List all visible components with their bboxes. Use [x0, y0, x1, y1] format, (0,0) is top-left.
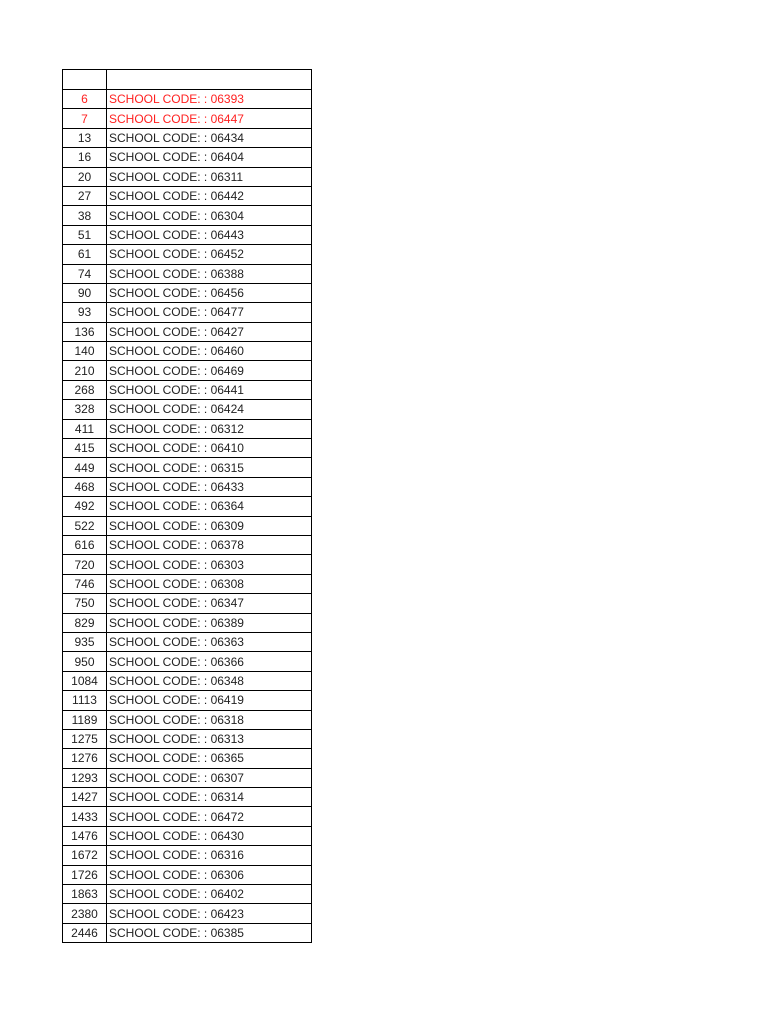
- school-code-cell[interactable]: SCHOOL CODE: : 06388: [107, 264, 312, 283]
- school-code-cell[interactable]: SCHOOL CODE: : 06347: [107, 594, 312, 613]
- table-row: [63, 632, 312, 651]
- row-number-cell[interactable]: 1433: [63, 807, 107, 826]
- table-row: [63, 807, 312, 826]
- row-number-cell[interactable]: 20: [63, 167, 107, 186]
- row-number-cell[interactable]: 268: [63, 380, 107, 399]
- table-row: [63, 400, 312, 419]
- table-row: [63, 380, 312, 399]
- table-row: [63, 671, 312, 690]
- school-code-cell[interactable]: SCHOOL CODE: : 06447: [107, 109, 312, 128]
- table-row: [63, 361, 312, 380]
- row-number-cell[interactable]: 6: [63, 90, 107, 109]
- table-row: [63, 186, 312, 205]
- row-number-cell[interactable]: 1476: [63, 826, 107, 845]
- table-row: [63, 109, 312, 128]
- school-code-cell[interactable]: SCHOOL CODE: : 06378: [107, 535, 312, 554]
- row-number-cell[interactable]: 1189: [63, 710, 107, 729]
- school-code-cell[interactable]: SCHOOL CODE: : 06423: [107, 904, 312, 923]
- table-row: [63, 206, 312, 225]
- row-number-cell[interactable]: 720: [63, 555, 107, 574]
- school-code-cell[interactable]: SCHOOL CODE: : 06312: [107, 419, 312, 438]
- school-code-cell[interactable]: SCHOOL CODE: : 06434: [107, 128, 312, 147]
- row-number-cell[interactable]: 1293: [63, 768, 107, 787]
- row-number-cell[interactable]: 411: [63, 419, 107, 438]
- row-number-cell[interactable]: 90: [63, 283, 107, 302]
- row-number-cell[interactable]: 328: [63, 400, 107, 419]
- table-row: [63, 691, 312, 710]
- row-number-cell[interactable]: 1726: [63, 865, 107, 884]
- table-row: [63, 710, 312, 729]
- row-number-cell[interactable]: 2446: [63, 923, 107, 942]
- school-code-cell[interactable]: SCHOOL CODE: : 06460: [107, 342, 312, 361]
- row-number-cell[interactable]: 1275: [63, 729, 107, 748]
- table-row: [63, 594, 312, 613]
- table-row: [63, 245, 312, 264]
- table-row: [63, 826, 312, 845]
- row-number-cell[interactable]: 2380: [63, 904, 107, 923]
- table-row: [63, 477, 312, 496]
- table-row: [63, 458, 312, 477]
- school-code-cell[interactable]: SCHOOL CODE: : 06365: [107, 749, 312, 768]
- row-number-cell[interactable]: 61: [63, 245, 107, 264]
- school-code-cell[interactable]: SCHOOL CODE: : 06433: [107, 477, 312, 496]
- row-number-cell[interactable]: 950: [63, 652, 107, 671]
- school-code-cell[interactable]: SCHOOL CODE: : 06389: [107, 613, 312, 632]
- row-number-cell[interactable]: 1084: [63, 671, 107, 690]
- school-code-cell[interactable]: SCHOOL CODE: : 06307: [107, 768, 312, 787]
- header-cell-school-code[interactable]: [107, 70, 312, 90]
- row-number-cell[interactable]: 746: [63, 574, 107, 593]
- table-body: [63, 70, 312, 943]
- table-row: [63, 516, 312, 535]
- row-number-cell[interactable]: 210: [63, 361, 107, 380]
- school-code-cell[interactable]: SCHOOL CODE: : 06318: [107, 710, 312, 729]
- row-number-cell[interactable]: 935: [63, 632, 107, 651]
- row-number-cell[interactable]: 1863: [63, 885, 107, 904]
- school-code-cell[interactable]: SCHOOL CODE: : 06410: [107, 439, 312, 458]
- row-number-cell[interactable]: 492: [63, 497, 107, 516]
- school-code-cell[interactable]: SCHOOL CODE: : 06348: [107, 671, 312, 690]
- school-code-cell[interactable]: SCHOOL CODE: : 06441: [107, 380, 312, 399]
- table-row: [63, 749, 312, 768]
- row-number-cell[interactable]: 616: [63, 535, 107, 554]
- school-code-cell[interactable]: SCHOOL CODE: : 06316: [107, 846, 312, 865]
- school-code-cell[interactable]: SCHOOL CODE: : 06472: [107, 807, 312, 826]
- table-row: [63, 322, 312, 341]
- row-number-cell[interactable]: 1672: [63, 846, 107, 865]
- row-number-cell[interactable]: 1276: [63, 749, 107, 768]
- table-row: [63, 885, 312, 904]
- table-row: [63, 535, 312, 554]
- table-row: [63, 148, 312, 167]
- school-code-cell[interactable]: SCHOOL CODE: : 06311: [107, 167, 312, 186]
- row-number-cell[interactable]: 829: [63, 613, 107, 632]
- row-number-cell[interactable]: 136: [63, 322, 107, 341]
- table-row: [63, 225, 312, 244]
- row-number-cell[interactable]: 38: [63, 206, 107, 225]
- school-code-cell[interactable]: SCHOOL CODE: : 06469: [107, 361, 312, 380]
- school-code-cell[interactable]: SCHOOL CODE: : 06308: [107, 574, 312, 593]
- school-code-cell[interactable]: SCHOOL CODE: : 06385: [107, 923, 312, 942]
- school-code-cell[interactable]: SCHOOL CODE: : 06315: [107, 458, 312, 477]
- table-row: [63, 865, 312, 884]
- school-code-cell[interactable]: SCHOOL CODE: : 06424: [107, 400, 312, 419]
- table-header-row: [63, 70, 312, 90]
- school-code-cell[interactable]: SCHOOL CODE: : 06314: [107, 788, 312, 807]
- row-number-cell[interactable]: 27: [63, 186, 107, 205]
- school-code-table: [62, 69, 312, 943]
- table-row: [63, 574, 312, 593]
- table-row: [63, 923, 312, 942]
- school-code-cell[interactable]: SCHOOL CODE: : 06442: [107, 186, 312, 205]
- table-row: [63, 283, 312, 302]
- row-number-cell[interactable]: 13: [63, 128, 107, 147]
- table-row: [63, 652, 312, 671]
- table-row: [63, 342, 312, 361]
- table-row: [63, 167, 312, 186]
- school-code-cell[interactable]: SCHOOL CODE: : 06309: [107, 516, 312, 535]
- row-number-cell[interactable]: 16: [63, 148, 107, 167]
- row-number-cell[interactable]: 522: [63, 516, 107, 535]
- table-row: [63, 846, 312, 865]
- row-number-cell[interactable]: 140: [63, 342, 107, 361]
- table-row: [63, 555, 312, 574]
- table-row: [63, 788, 312, 807]
- row-number-cell[interactable]: 468: [63, 477, 107, 496]
- row-number-cell[interactable]: 7: [63, 109, 107, 128]
- school-code-cell[interactable]: SCHOOL CODE: : 06364: [107, 497, 312, 516]
- row-number-cell[interactable]: 750: [63, 594, 107, 613]
- school-code-cell[interactable]: SCHOOL CODE: : 06313: [107, 729, 312, 748]
- row-number-cell[interactable]: 93: [63, 303, 107, 322]
- school-code-cell[interactable]: SCHOOL CODE: : 06404: [107, 148, 312, 167]
- spreadsheet-sheet: [62, 69, 311, 943]
- row-number-cell[interactable]: 74: [63, 264, 107, 283]
- header-cell-number[interactable]: [63, 70, 107, 90]
- table-row: [63, 613, 312, 632]
- table-row: [63, 303, 312, 322]
- school-code-cell[interactable]: SCHOOL CODE: : 06477: [107, 303, 312, 322]
- school-code-cell[interactable]: SCHOOL CODE: : 06430: [107, 826, 312, 845]
- row-number-cell[interactable]: 1427: [63, 788, 107, 807]
- school-code-cell[interactable]: SCHOOL CODE: : 06419: [107, 691, 312, 710]
- table-row: [63, 439, 312, 458]
- school-code-cell[interactable]: SCHOOL CODE: : 06304: [107, 206, 312, 225]
- school-code-cell[interactable]: SCHOOL CODE: : 06427: [107, 322, 312, 341]
- table-row: [63, 90, 312, 109]
- row-number-cell[interactable]: 415: [63, 439, 107, 458]
- row-number-cell[interactable]: 1113: [63, 691, 107, 710]
- school-code-cell[interactable]: SCHOOL CODE: : 06452: [107, 245, 312, 264]
- table-row: [63, 264, 312, 283]
- table-row: [63, 904, 312, 923]
- table-row: [63, 729, 312, 748]
- school-code-cell[interactable]: SCHOOL CODE: : 06366: [107, 652, 312, 671]
- table-row: [63, 497, 312, 516]
- school-code-cell[interactable]: SCHOOL CODE: : 06443: [107, 225, 312, 244]
- school-code-cell[interactable]: SCHOOL CODE: : 06306: [107, 865, 312, 884]
- row-number-cell[interactable]: 449: [63, 458, 107, 477]
- row-number-cell[interactable]: 51: [63, 225, 107, 244]
- table-row: [63, 419, 312, 438]
- school-code-cell[interactable]: SCHOOL CODE: : 06393: [107, 90, 312, 109]
- table-row: [63, 128, 312, 147]
- table-row: [63, 768, 312, 787]
- school-code-cell[interactable]: SCHOOL CODE: : 06363: [107, 632, 312, 651]
- school-code-cell[interactable]: SCHOOL CODE: : 06456: [107, 283, 312, 302]
- school-code-cell[interactable]: SCHOOL CODE: : 06303: [107, 555, 312, 574]
- school-code-cell[interactable]: SCHOOL CODE: : 06402: [107, 885, 312, 904]
